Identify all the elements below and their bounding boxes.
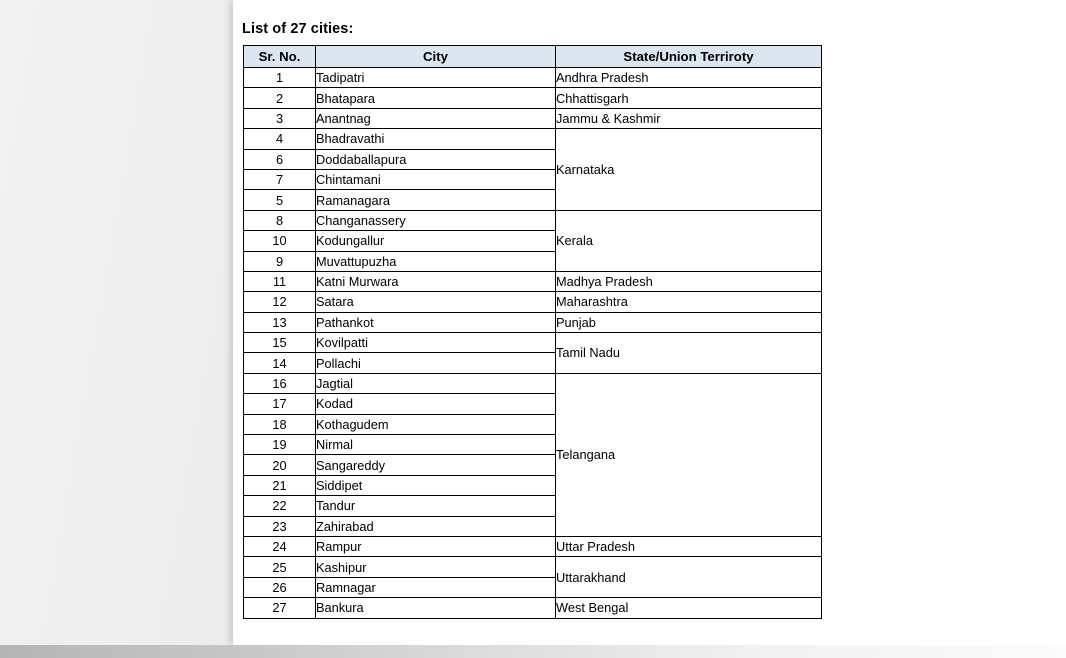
cell-city: Ramnagar xyxy=(316,577,556,597)
column-header-city: City xyxy=(316,46,556,68)
cell-sr-no: 19 xyxy=(244,435,316,455)
cell-sr-no: 25 xyxy=(244,557,316,577)
table-row xyxy=(244,373,822,393)
cell-state: Telangana xyxy=(556,373,822,536)
cell-state: Kerala xyxy=(556,210,822,271)
cell-sr-no: 7 xyxy=(244,169,316,189)
document-page xyxy=(233,0,1066,645)
cell-state: Andhra Pradesh xyxy=(556,68,822,88)
cell-sr-no: 8 xyxy=(244,210,316,230)
table-row xyxy=(244,210,822,230)
cell-city: Bankura xyxy=(316,598,556,618)
cell-sr-no: 6 xyxy=(244,149,316,169)
cell-city: Kashipur xyxy=(316,557,556,577)
table-header-row xyxy=(244,46,822,68)
table-row xyxy=(244,292,822,312)
cell-city: Kodad xyxy=(316,394,556,414)
cell-state: Chhattisgarh xyxy=(556,88,822,108)
cell-city: Doddaballapura xyxy=(316,149,556,169)
cell-city: Jagtial xyxy=(316,373,556,393)
cell-state: Maharashtra xyxy=(556,292,822,312)
table-row xyxy=(244,557,822,577)
cell-city: Ramanagara xyxy=(316,190,556,210)
cell-city: Kothagudem xyxy=(316,414,556,434)
cell-sr-no: 12 xyxy=(244,292,316,312)
cell-state: Madhya Pradesh xyxy=(556,271,822,291)
cell-city: Rampur xyxy=(316,536,556,556)
cell-sr-no: 3 xyxy=(244,108,316,128)
cell-city: Katni Murwara xyxy=(316,271,556,291)
table-row xyxy=(244,333,822,353)
cell-city: Pathankot xyxy=(316,312,556,332)
column-header-sr-no: Sr. No. xyxy=(244,46,316,68)
cell-sr-no: 26 xyxy=(244,577,316,597)
column-header-state: State/Union Terriroty xyxy=(556,46,822,68)
cell-city: Muvattupuzha xyxy=(316,251,556,271)
cell-city: Kovilpatti xyxy=(316,333,556,353)
page-drop-shadow xyxy=(0,645,1066,658)
cell-sr-no: 10 xyxy=(244,231,316,251)
cell-city: Changanassery xyxy=(316,210,556,230)
cell-state: West Bengal xyxy=(556,598,822,618)
cell-sr-no: 24 xyxy=(244,536,316,556)
cell-sr-no: 14 xyxy=(244,353,316,373)
cell-sr-no: 5 xyxy=(244,190,316,210)
cell-sr-no: 27 xyxy=(244,598,316,618)
cell-city: Bhatapara xyxy=(316,88,556,108)
cell-sr-no: 16 xyxy=(244,373,316,393)
cell-sr-no: 1 xyxy=(244,68,316,88)
table-row xyxy=(244,598,822,618)
cell-city: Sangareddy xyxy=(316,455,556,475)
cell-sr-no: 15 xyxy=(244,333,316,353)
cell-city: Bhadravathi xyxy=(316,129,556,149)
table-row xyxy=(244,536,822,556)
cell-sr-no: 9 xyxy=(244,251,316,271)
cities-table xyxy=(243,45,822,619)
table-body xyxy=(244,68,822,619)
table-row xyxy=(244,129,822,149)
table-row xyxy=(244,108,822,128)
cell-sr-no: 13 xyxy=(244,312,316,332)
cell-city: Zahirabad xyxy=(316,516,556,536)
cell-state: Tamil Nadu xyxy=(556,333,822,374)
cell-sr-no: 23 xyxy=(244,516,316,536)
cell-sr-no: 2 xyxy=(244,88,316,108)
cell-city: Tandur xyxy=(316,496,556,516)
table-row xyxy=(244,68,822,88)
table-row xyxy=(244,312,822,332)
cell-sr-no: 22 xyxy=(244,496,316,516)
cell-city: Satara xyxy=(316,292,556,312)
cell-city: Pollachi xyxy=(316,353,556,373)
table-row xyxy=(244,271,822,291)
cell-state: Uttarakhand xyxy=(556,557,822,598)
table-row xyxy=(244,88,822,108)
cell-city: Chintamani xyxy=(316,169,556,189)
cell-sr-no: 20 xyxy=(244,455,316,475)
page-title: List of 27 cities: xyxy=(242,21,354,37)
cell-city: Kodungallur xyxy=(316,231,556,251)
cell-city: Nirmal xyxy=(316,435,556,455)
table-header xyxy=(244,46,822,68)
cell-sr-no: 21 xyxy=(244,475,316,495)
cell-sr-no: 11 xyxy=(244,271,316,291)
cell-sr-no: 18 xyxy=(244,414,316,434)
cell-sr-no: 17 xyxy=(244,394,316,414)
cell-state: Jammu & Kashmir xyxy=(556,108,822,128)
cell-city: Tadipatri xyxy=(316,68,556,88)
cell-sr-no: 4 xyxy=(244,129,316,149)
cell-state: Uttar Pradesh xyxy=(556,536,822,556)
cell-city: Siddipet xyxy=(316,475,556,495)
cell-city: Anantnag xyxy=(316,108,556,128)
cell-state: Karnataka xyxy=(556,129,822,211)
cell-state: Punjab xyxy=(556,312,822,332)
